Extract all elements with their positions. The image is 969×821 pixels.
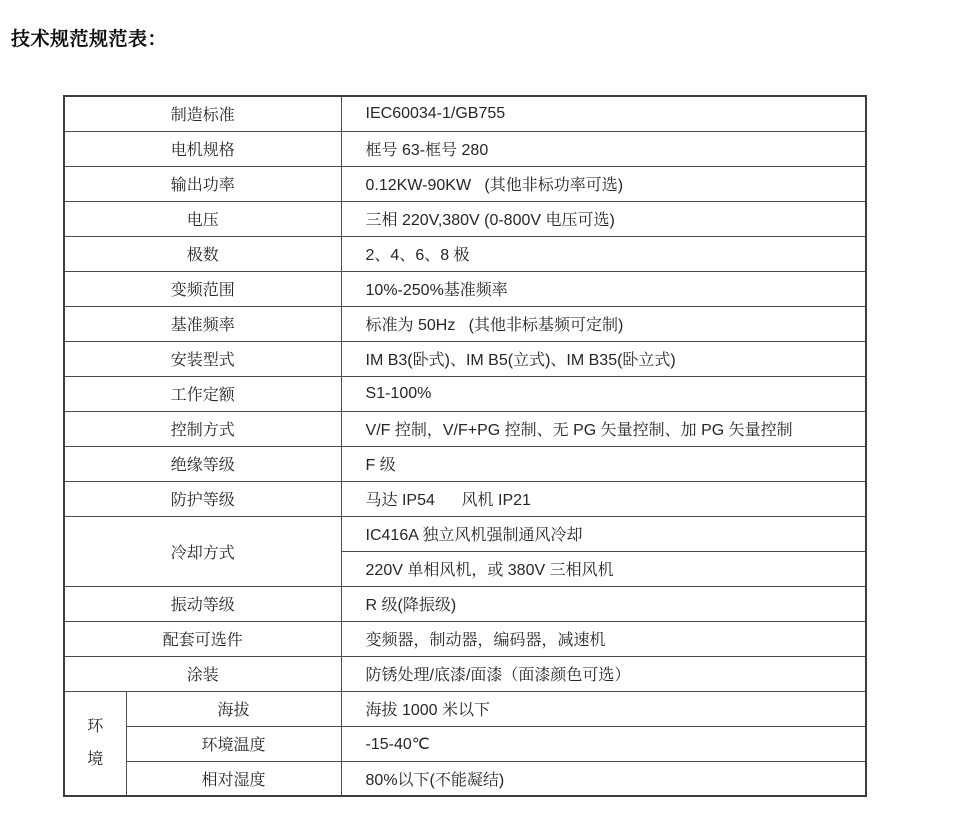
spec-label-relative-humidity: 相对湿度 bbox=[126, 761, 341, 796]
table-row bbox=[64, 306, 866, 341]
table-row bbox=[64, 271, 866, 306]
spec-label-ambient-temperature: 环境温度 bbox=[126, 726, 341, 761]
spec-label-protection-class: 防护等级 bbox=[64, 481, 341, 516]
spec-value-optional-accessories: 变频器，制动器，编码器，减速机 bbox=[341, 621, 866, 656]
table-row bbox=[64, 446, 866, 481]
spec-value-voltage: 三相 220V,380V (0-800V 电压可选) bbox=[341, 201, 866, 236]
spec-value-cooling-method-2: 220V 单相风机，或 380V 三相风机 bbox=[341, 551, 866, 586]
spec-value-duty-rating: S1-100% bbox=[341, 376, 866, 411]
spec-label-environment-group bbox=[64, 691, 126, 796]
table-row bbox=[64, 691, 866, 726]
table-row bbox=[64, 726, 866, 761]
table-row bbox=[64, 166, 866, 201]
table-row bbox=[64, 411, 866, 446]
spec-value-vibration-class: R 级(降振级) bbox=[341, 586, 866, 621]
spec-value-altitude: 海拔 1000 米以下 bbox=[341, 691, 866, 726]
spec-value-frequency-range: 10%-250%基准频率 bbox=[341, 271, 866, 306]
spec-value-insulation-class: F 级 bbox=[341, 446, 866, 481]
spec-label-coating: 涂装 bbox=[64, 656, 341, 691]
spec-label-motor-spec: 电机规格 bbox=[64, 131, 341, 166]
spec-label-vibration-class: 振动等级 bbox=[64, 586, 341, 621]
spec-value-motor-spec: 框号 63-框号 280 bbox=[341, 131, 866, 166]
spec-label-mounting-type: 安装型式 bbox=[64, 341, 341, 376]
spec-label-altitude: 海拔 bbox=[126, 691, 341, 726]
spec-value-output-power: 0.12KW-90KW (其他非标功率可选) bbox=[341, 166, 866, 201]
spec-label-voltage: 电压 bbox=[64, 201, 341, 236]
table-row bbox=[64, 481, 866, 516]
spec-label-output-power: 输出功率 bbox=[64, 166, 341, 201]
table-row bbox=[64, 656, 866, 691]
table-row bbox=[64, 516, 866, 551]
table-row bbox=[64, 131, 866, 166]
spec-label-poles: 极数 bbox=[64, 236, 341, 271]
spec-label-duty-rating: 工作定额 bbox=[64, 376, 341, 411]
page-title: 技术规范规范表： bbox=[11, 29, 168, 50]
spec-label-insulation-class: 绝缘等级 bbox=[64, 446, 341, 481]
spec-label-manufacturing-standard: 制造标准 bbox=[64, 96, 341, 131]
spec-table bbox=[63, 95, 867, 797]
spec-value-mounting-type: IM B3(卧式)、IM B5(立式)、IM B35(卧立式) bbox=[341, 341, 866, 376]
spec-label-control-mode: 控制方式 bbox=[64, 411, 341, 446]
spec-value-control-mode: V/F 控制，V/F+PG 控制、无 PG 矢量控制、加 PG 矢量控制 bbox=[341, 411, 866, 446]
spec-value-protection-class: 马达 IP54 风机 IP21 bbox=[341, 481, 866, 516]
table-row bbox=[64, 761, 866, 796]
spec-label-optional-accessories: 配套可选件 bbox=[64, 621, 341, 656]
table-row bbox=[64, 341, 866, 376]
spec-value-cooling-method-1: IC416A 独立风机强制通风冷却 bbox=[341, 516, 866, 551]
environment-vertical-label: 环境 bbox=[87, 717, 104, 769]
spec-value-ambient-temperature: -15-40℃ bbox=[341, 726, 866, 761]
table-row bbox=[64, 96, 866, 131]
spec-value-coating: 防锈处理/底漆/面漆（面漆颜色可选） bbox=[341, 656, 866, 691]
spec-value-base-frequency: 标准为 50Hz (其他非标基频可定制) bbox=[341, 306, 866, 341]
table-row bbox=[64, 201, 866, 236]
spec-label-cooling-method: 冷却方式 bbox=[64, 516, 341, 586]
table-row bbox=[64, 236, 866, 271]
table-row bbox=[64, 621, 866, 656]
spec-value-relative-humidity: 80%以下(不能凝结) bbox=[341, 761, 866, 796]
spec-label-frequency-range: 变频范围 bbox=[64, 271, 341, 306]
spec-table-container bbox=[63, 95, 865, 797]
spec-value-poles: 2、4、6、8 极 bbox=[341, 236, 866, 271]
spec-value-manufacturing-standard: IEC60034-1/GB755 bbox=[341, 96, 866, 131]
table-row bbox=[64, 586, 866, 621]
spec-label-base-frequency: 基准频率 bbox=[64, 306, 341, 341]
table-row bbox=[64, 376, 866, 411]
